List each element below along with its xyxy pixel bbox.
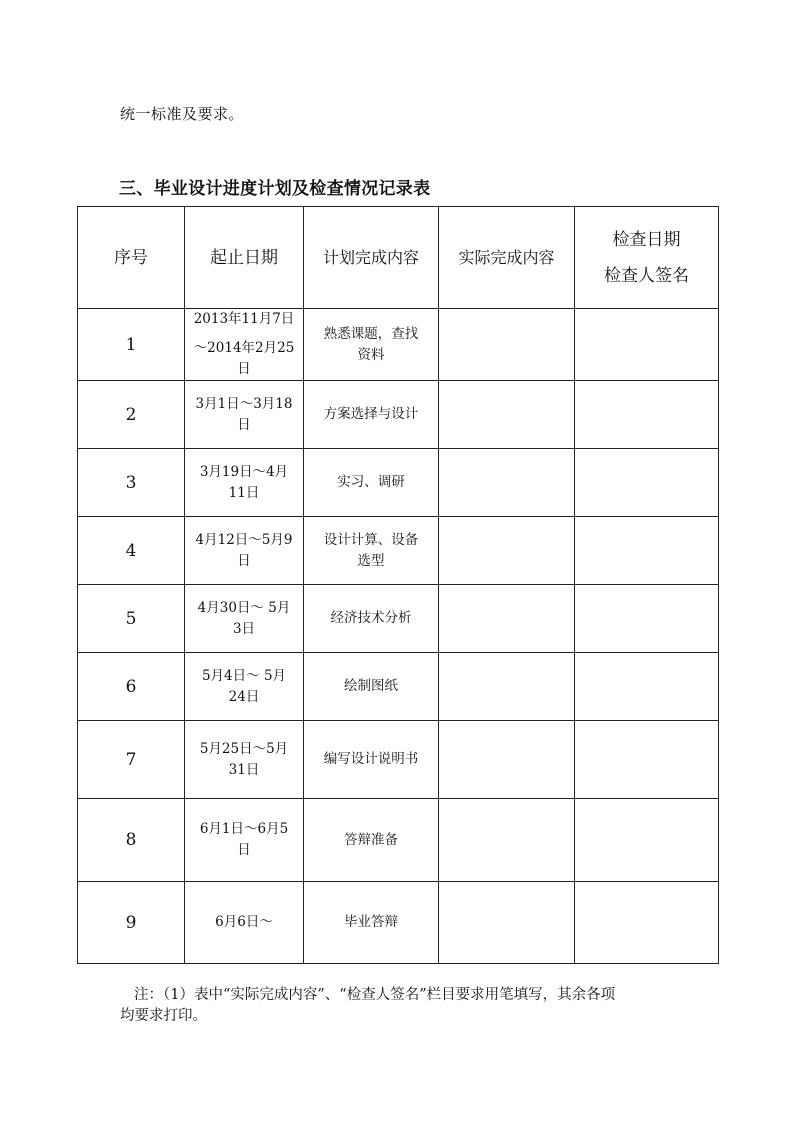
row-actual-content[interactable] bbox=[439, 381, 575, 449]
note-line1: 注：（1）表中“实际完成内容”、“检查人签名”栏目要求用笔填写，其余各项 bbox=[134, 987, 616, 1003]
row-date-line2: 日 bbox=[237, 416, 251, 433]
row-plan-line1: 答辩准备 bbox=[344, 831, 398, 848]
intro-text: 统一标准及要求。 bbox=[120, 105, 245, 123]
table-row bbox=[78, 517, 719, 585]
table-row bbox=[78, 381, 719, 449]
row-index: 1 bbox=[78, 309, 185, 381]
row-index: 8 bbox=[78, 799, 185, 882]
table-row bbox=[78, 309, 719, 381]
row-plan-line1: 经济技术分析 bbox=[330, 610, 412, 626]
header-check-date: 检查日期 bbox=[612, 229, 681, 250]
row-date-range bbox=[185, 585, 304, 653]
row-index: 9 bbox=[78, 882, 185, 964]
row-date-line2: 日 bbox=[237, 552, 251, 569]
row-planned-content bbox=[304, 799, 439, 882]
row-actual-content[interactable] bbox=[439, 653, 575, 721]
row-planned-content bbox=[304, 449, 439, 517]
header-actual-content: 实际完成内容 bbox=[439, 207, 575, 309]
table-row bbox=[78, 653, 719, 721]
row-date-range bbox=[185, 799, 304, 882]
row-check-signature[interactable] bbox=[575, 882, 719, 964]
header-inspector-signature: 检查人签名 bbox=[604, 265, 689, 286]
row-date-range bbox=[185, 882, 304, 964]
row-plan-line2: 选型 bbox=[357, 552, 385, 569]
row-date-line1: 5月4日～ 5月 bbox=[201, 667, 287, 684]
row-check-signature[interactable] bbox=[575, 653, 719, 721]
row-planned-content bbox=[304, 882, 439, 964]
table-row bbox=[78, 799, 719, 882]
progress-table bbox=[77, 206, 719, 964]
row-planned-content bbox=[304, 653, 439, 721]
row-plan-line1: 编写设计说明书 bbox=[323, 751, 419, 767]
row-check-signature[interactable] bbox=[575, 449, 719, 517]
row-plan-line1: 熟悉课题，查找 bbox=[323, 325, 419, 342]
table-row bbox=[78, 449, 719, 517]
row-plan-line1: 毕业答辩 bbox=[344, 914, 398, 930]
row-plan-line1: 实习、调研 bbox=[337, 474, 405, 490]
header-date-range: 起止日期 bbox=[185, 207, 304, 309]
row-date-line2: 11日 bbox=[228, 484, 260, 501]
row-plan-line1: 方案选择与设计 bbox=[323, 406, 419, 422]
row-date-line1: 3月19日～4月 bbox=[199, 463, 289, 480]
row-index: 2 bbox=[78, 381, 185, 449]
row-date-line1: 2013年11月7日 bbox=[193, 311, 295, 327]
row-check-signature[interactable] bbox=[575, 517, 719, 585]
row-date-range bbox=[185, 309, 304, 381]
row-index: 3 bbox=[78, 449, 185, 517]
row-actual-content[interactable] bbox=[439, 799, 575, 882]
row-actual-content[interactable] bbox=[439, 585, 575, 653]
row-actual-content[interactable] bbox=[439, 721, 575, 799]
table-row bbox=[78, 721, 719, 799]
row-date-line2: 3日 bbox=[232, 620, 256, 637]
row-check-signature[interactable] bbox=[575, 309, 719, 381]
row-planned-content bbox=[304, 309, 439, 381]
row-date-line2: ～2014年2月25日 bbox=[193, 340, 295, 377]
table-header-row bbox=[78, 207, 719, 309]
row-date-range bbox=[185, 381, 304, 449]
table-row bbox=[78, 585, 719, 653]
row-plan-line1: 绘制图纸 bbox=[344, 678, 398, 694]
row-date-line1: 4月12日～5月9 bbox=[195, 531, 293, 548]
row-actual-content[interactable] bbox=[439, 449, 575, 517]
row-date-range bbox=[185, 517, 304, 585]
row-plan-line2: 资料 bbox=[357, 346, 385, 363]
row-planned-content bbox=[304, 517, 439, 585]
row-planned-content bbox=[304, 381, 439, 449]
header-index: 序号 bbox=[78, 207, 185, 309]
row-index: 7 bbox=[78, 721, 185, 799]
row-date-line1: 4月30日～ 5月 bbox=[197, 599, 291, 616]
row-date-range bbox=[185, 721, 304, 799]
row-actual-content[interactable] bbox=[439, 882, 575, 964]
row-plan-line1: 设计计算、设备 bbox=[323, 531, 419, 548]
table-row bbox=[78, 882, 719, 964]
header-check bbox=[575, 207, 719, 309]
row-index: 4 bbox=[78, 517, 185, 585]
row-planned-content bbox=[304, 585, 439, 653]
row-index: 6 bbox=[78, 653, 185, 721]
row-date-line2: 24日 bbox=[228, 688, 260, 705]
note-line2: 均要求打印。 bbox=[120, 1008, 207, 1024]
row-index: 5 bbox=[78, 585, 185, 653]
row-date-line1: 5月25日～5月 bbox=[199, 740, 289, 757]
row-date-line1: 6月6日～ bbox=[215, 914, 273, 930]
row-date-line2: 31日 bbox=[228, 761, 260, 778]
row-check-signature[interactable] bbox=[575, 381, 719, 449]
row-date-range bbox=[185, 449, 304, 517]
section-title: 三、毕业设计进度计划及检查情况记录表 bbox=[119, 179, 431, 199]
row-check-signature[interactable] bbox=[575, 585, 719, 653]
row-planned-content bbox=[304, 721, 439, 799]
row-actual-content[interactable] bbox=[439, 517, 575, 585]
row-check-signature[interactable] bbox=[575, 721, 719, 799]
header-planned-content: 计划完成内容 bbox=[304, 207, 439, 309]
row-check-signature[interactable] bbox=[575, 799, 719, 882]
row-date-line1: 3月1日～3月18 bbox=[195, 395, 293, 412]
row-date-line1: 6月1日～6月5 bbox=[199, 821, 289, 837]
row-date-range bbox=[185, 653, 304, 721]
row-date-line2: 日 bbox=[237, 842, 251, 858]
row-actual-content[interactable] bbox=[439, 309, 575, 381]
